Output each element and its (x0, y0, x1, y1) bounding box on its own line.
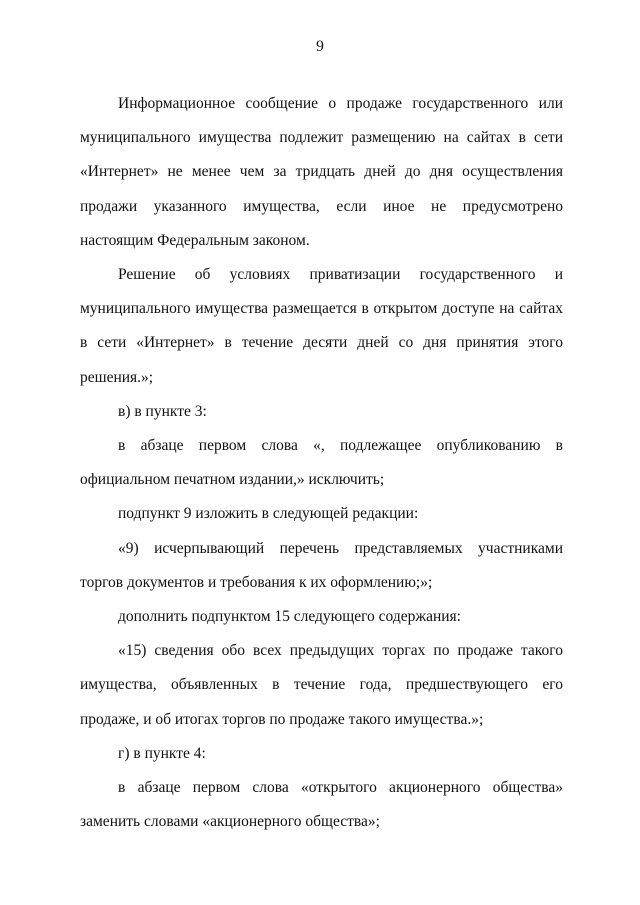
page-number: 9 (316, 38, 324, 55)
document-body (80, 87, 563, 839)
paragraph-replace-words: в абзаце первом слова «открытого акционерного общества» заменить словами «акционерного общества»; (80, 779, 563, 831)
paragraph-subclause-9-text: «9) исчерпывающий перечень представляемых участниками торгов документов и требования к их оформлению;»; (80, 539, 563, 591)
paragraph-subclause-15-text: «15) сведения обо всех предыдущих торгах по продаже такого имущества, объявленных в течение года, предшествующего его продаже, и об итогах торгов по продаже такого имущества.»; (80, 642, 563, 728)
paragraph-add-subclause-15: дополнить подпунктом 15 следующего содержания: (118, 608, 461, 626)
paragraph-privatization-decision: Решение об условиях приватизации государственного и муниципального имущества размещается в открытом доступе на сайтах в сети «Интернет» в течение десяти дней со дня принятия этого решения.»; (80, 266, 563, 386)
paragraph-clause-g: г) в пункте 4: (118, 744, 206, 762)
paragraph-first-abzac-exclude: в абзаце первом слова «, подлежащее опубликованию в официальном печатном издании,» исключить; (80, 437, 563, 489)
paragraph-clause-v: в) в пункте 3: (118, 402, 207, 420)
paragraph-info-notice: Информационное сообщение о продаже государственного или муниципального имущества подлежит размещению на сайтах в сети «Интернет» не менее чем за тридцать дней до дня осуществления продажи указанного имущества, если иное не предусмотрено настоящим Федеральным законом. (80, 95, 563, 249)
paragraph-subclause-9-edit: подпункт 9 изложить в следующей редакции: (118, 505, 419, 523)
